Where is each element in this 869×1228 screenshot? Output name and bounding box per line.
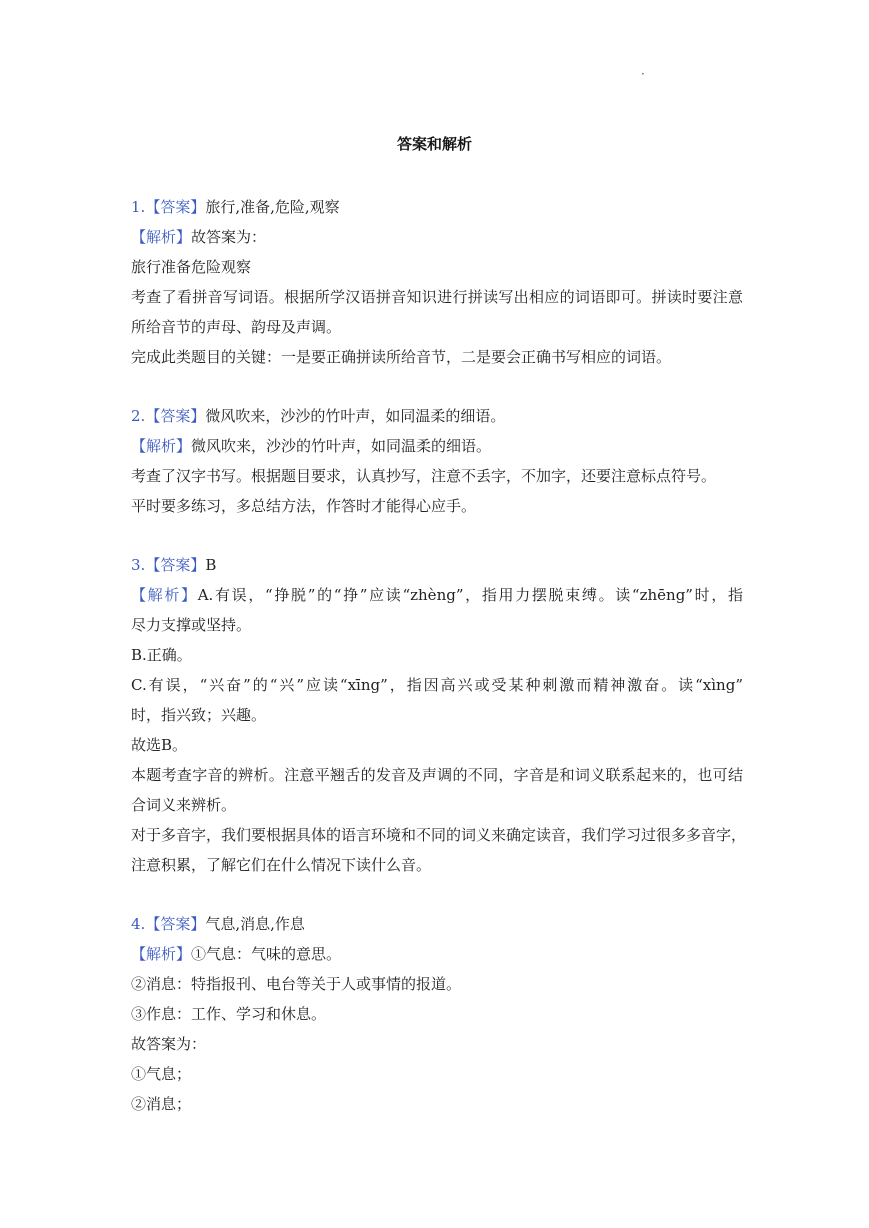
q4-text-line: ②消息； — [131, 1095, 192, 1113]
q2-answer-tag: 【答案】 — [145, 407, 206, 425]
q3-text-line: 故选B。 — [131, 736, 188, 754]
q4-text-line: ②消息：特指报刊、电台等关于人或事情的报道。 — [131, 975, 462, 993]
q1-text-line: 考查了看拼音写词语。根据所学汉语拼音知识进行拼读写出相应的词语即可。拼读时要注意 — [131, 288, 743, 306]
q4-answer-line — [131, 909, 743, 939]
q2-analysis-line — [131, 431, 743, 461]
q4-analysis-tag: 【解析】 — [131, 945, 192, 963]
q4-answer: 气息,消息,作息 — [205, 915, 305, 933]
q1-analysis-tag: 【解析】 — [131, 228, 192, 246]
q3-number: 3. — [131, 556, 146, 574]
q3-text-line: 时，指兴致；兴趣。 — [131, 706, 267, 724]
q4-analysis-line — [131, 939, 743, 969]
q2-analysis-first: 微风吹来，沙沙的竹叶声，如同温柔的细语。 — [191, 437, 492, 455]
q3-analysis-line — [131, 580, 743, 610]
q1-answer-line — [131, 192, 743, 222]
q1-analysis-first: 故答案为： — [191, 228, 267, 246]
q3-text-line: 本题考查字音的辨析。注意平翘舌的发音及声调的不同，字音是和词义联系起来的，也可结 — [131, 766, 743, 784]
q4-text-line: 故答案为： — [131, 1035, 207, 1053]
q3-text-line: B.正确。 — [131, 646, 192, 664]
q1-analysis-line — [131, 222, 743, 252]
header-mark: · — [641, 67, 645, 81]
q2-answer-line — [131, 401, 743, 431]
q3-answer: B — [205, 556, 217, 574]
q3-text-line: C.有误，“兴奋”的“兴”应读“xīng”，指因高兴或受某种刺激而精神激奋。读“xìng” — [131, 676, 743, 694]
q1-text-line: 旅行准备危险观察 — [131, 258, 252, 276]
q3-text-line: 合词义来辨析。 — [131, 796, 237, 814]
q2-analysis-tag: 【解析】 — [131, 437, 192, 455]
page-title: 答案和解析 — [396, 135, 472, 153]
q1-text-line: 所给音节的声母、韵母及声调。 — [131, 318, 342, 336]
q3-text-line: 注意积累，了解它们在什么情况下读什么音。 — [131, 856, 432, 874]
q4-analysis-first: ①气息：气味的意思。 — [191, 945, 342, 963]
q3-answer-tag: 【答案】 — [145, 556, 206, 574]
q1-answer-tag: 【答案】 — [145, 198, 206, 216]
q3-answer-line — [131, 550, 743, 580]
q1-number: 1. — [131, 198, 146, 216]
answer-section — [131, 192, 747, 1119]
q1-answer: 旅行,准备,危险,观察 — [205, 198, 340, 216]
q4-text-line: ①气息； — [131, 1065, 192, 1083]
q4-number: 4. — [131, 915, 146, 933]
q3-text-line: 对于多音字，我们要根据具体的语言环境和不同的词义来确定读音，我们学习过很多多音字， — [131, 826, 747, 844]
q4-answer-tag: 【答案】 — [145, 915, 206, 933]
q3-text-line: 尽力支撑或坚持。 — [131, 616, 252, 634]
q2-number: 2. — [131, 407, 146, 425]
q2-text-line: 平时要多练习，多总结方法，作答时才能得心应手。 — [131, 497, 477, 515]
q1-text-line: 完成此类题目的关键：一是要正确拼读所给音节，二是要会正确书写相应的词语。 — [131, 348, 672, 366]
q3-analysis-first: A.有误，“挣脱”的“挣”应读“zhèng”，指用力摆脱束缚。读“zhēng”时，指 — [197, 586, 743, 604]
q2-answer: 微风吹来，沙沙的竹叶声，如同温柔的细语。 — [205, 407, 506, 425]
q2-text-line: 考查了汉字书写。根据题目要求，认真抄写，注意不丢字，不加字，还要注意标点符号。 — [131, 467, 717, 485]
q4-text-line: ③作息：工作、学习和休息。 — [131, 1005, 327, 1023]
q3-analysis-tag: 【解析】 — [131, 586, 198, 604]
